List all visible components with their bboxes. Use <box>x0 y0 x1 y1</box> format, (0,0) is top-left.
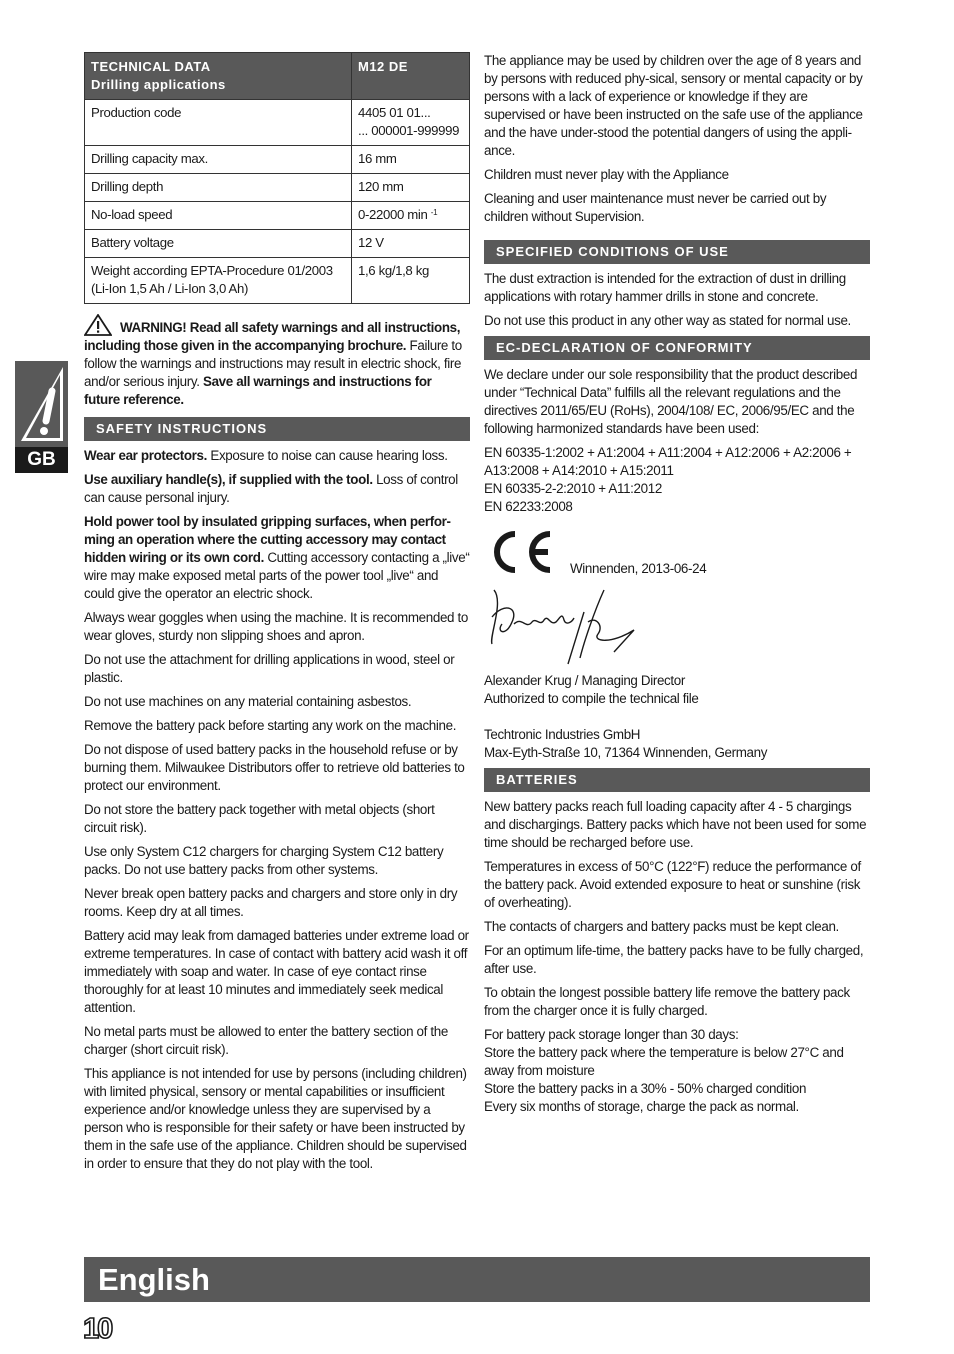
company-block <box>484 726 870 762</box>
standard-line: EN 62233:2008 <box>484 499 573 514</box>
table-row <box>85 174 470 202</box>
ce-mark-icon <box>488 530 552 574</box>
safety-paragraph: Remove the battery pack before starting any work on the machine. <box>84 718 457 733</box>
ce-row <box>484 522 870 578</box>
page-number: 10 <box>83 1313 112 1345</box>
safety-paragraph <box>84 513 470 603</box>
storage-line: Store the battery pack where the temperature is below 27°C and away from moisture <box>484 1045 844 1078</box>
safety-bold: Hold power tool by insulated gripping surfaces, when perfor-ming an operation where the cutting accessory may contact hidden wiring or its own cord. <box>84 514 451 565</box>
warning-tab-background <box>15 361 68 447</box>
conditions-paragraph: Do not use this product in any other way as stated for normal use. <box>484 313 851 328</box>
intro-paragraph: Cleaning and user maintenance must never be carried out by children without Supervision. <box>484 191 827 224</box>
signer-block <box>484 672 870 708</box>
signature <box>484 582 870 672</box>
battery-storage <box>484 1026 870 1116</box>
language-bar <box>84 1257 870 1302</box>
table-header-label <box>85 53 352 100</box>
header-line-1: TECHNICAL DATA <box>91 59 211 74</box>
row-value: 12 V <box>352 230 470 258</box>
safety-bold: Use auxiliary handle(s), if supplied with the tool. <box>84 472 373 487</box>
row-label: Drilling depth <box>85 174 352 202</box>
value-main: 0-22000 min <box>358 207 428 222</box>
value-line-1: 4405 01 01... <box>358 105 431 120</box>
table-row <box>85 258 470 304</box>
safety-paragraph: Do not use machines on any material containing asbestos. <box>84 694 412 709</box>
table-row <box>85 100 470 146</box>
battery-paragraph: The contacts of chargers and battery packs must be kept clean. <box>484 919 839 934</box>
warning-triangle-icon <box>84 314 112 336</box>
value-line-2: ... 000001-999999 <box>358 123 460 138</box>
safety-paragraph: Battery acid may leak from damaged batteries under extreme load or extreme temperatures. In case of contact with battery acid wash it off immediately with soap and water. In case of eye contact rinse thoroughly for at least 10 minutes and immediately seek medical attention. <box>84 928 469 1015</box>
section-heading-batteries: BATTERIES <box>484 768 870 792</box>
safety-text: Cutting accessory contacting a „live“ wire may make exposed metal parts of the power tool „live“ and could give the operator an electric shock. <box>84 550 470 601</box>
row-value: 16 mm <box>352 146 470 174</box>
table-row <box>85 202 470 230</box>
safety-paragraph: Never break open battery packs and chargers and store only in dry rooms. Keep dry at all times. <box>84 886 458 919</box>
place-date: Winnenden, 2013-06-24 <box>570 561 707 576</box>
safety-paragraph: Use only System C12 chargers for charging System C12 battery packs. Do not use battery packs from other systems. <box>84 844 444 877</box>
section-heading-conditions: SPECIFIED CONDITIONS OF USE <box>484 240 870 264</box>
left-column <box>84 52 470 1179</box>
safety-paragraph <box>84 471 470 507</box>
row-label: No-load speed <box>85 202 352 230</box>
signer-role: Authorized to compile the technical file <box>484 691 699 706</box>
warning-bold: WARNING! Read all safety warnings and all instructions, including those given in the accompanying brochure. <box>84 320 461 353</box>
section-heading-safety: SAFETY INSTRUCTIONS <box>84 417 470 441</box>
row-label <box>85 258 352 304</box>
table-header-model: M12 DE <box>352 53 470 100</box>
standard-line: EN 60335-1:2002 + A1:2004 + A11:2004 + A12:2006 + A2:2006 + A13:2008 + A14:2010 + A15:2011 <box>484 445 852 478</box>
table-row <box>85 230 470 258</box>
row-value <box>352 100 470 146</box>
storage-line: For battery pack storage longer than 30 days: <box>484 1027 739 1042</box>
right-column <box>484 52 870 1122</box>
row-value: 120 mm <box>352 174 470 202</box>
safety-paragraph: Always wear goggles when using the machine. It is recommended to wear gloves, sturdy non slipping shoes and apron. <box>84 610 468 643</box>
standard-line: EN 60335-2-2:2010 + A11:2012 <box>484 481 662 496</box>
intro-paragraph: The appliance may be used by children over the age of 8 years and by persons with reduced phy-sical, sensory or mental capacity or by persons with a lack of experience or knowledge if they are supervised or have been instructed on the safe use of the appliance and the have under-stood the potential dangers of using the appli-ance. <box>484 53 863 158</box>
language-title: English <box>98 1262 210 1297</box>
label-line-1: Weight according EPTA-Procedure 01/2003 <box>91 263 333 278</box>
signer-name: Alexander Krug / Managing Director <box>484 673 685 688</box>
row-label: Battery voltage <box>85 230 352 258</box>
section-heading-declaration: EC-DECLARATION OF CONFORMITY <box>484 336 870 360</box>
battery-paragraph: For an optimum life-time, the battery packs have to be fully charged, after use. <box>484 943 864 976</box>
row-value <box>352 202 470 230</box>
conditions-paragraph: The dust extraction is intended for the extraction of dust in drilling applications with rotary hammer drills in stone and concrete. <box>484 271 846 304</box>
language-tab <box>15 361 68 473</box>
table-header-row <box>85 53 470 100</box>
safety-paragraph <box>84 447 470 465</box>
row-label: Drilling capacity max. <box>85 146 352 174</box>
technical-data-table <box>84 52 470 304</box>
safety-paragraph: This appliance is not intended for use by persons (including children) with limited physical, sensory or mental capabilities or insufficient experience and/or knowledge unless they are supervised by a person who is responsible for their safety or have been instructed by them in the safe use of the appliance. Children should be supervised in order to ensure that they do not play with the tool. <box>84 1066 467 1171</box>
declaration-text: We declare under our sole responsibility that the product described under “Technical Data” fulfills all the relevant regulations and the directives 2011/65/EU (RoHs), 2004/108/ EC, 2006/95/EC and the following harmonized standards have been used: <box>484 367 858 436</box>
exclamation-icon <box>15 361 68 447</box>
row-value: 1,6 kg/1,8 kg <box>352 258 470 304</box>
company-name: Techtronic Industries GmbH <box>484 727 641 742</box>
warning-paragraph <box>84 314 470 409</box>
safety-bold: Wear ear protectors. <box>84 448 207 463</box>
storage-line: Every six months of storage, charge the pack as normal. <box>484 1099 799 1114</box>
row-label: Production code <box>85 100 352 146</box>
warning-text: Failure to follow the warnings and instructions may result in electric shock, fire and/or serious injury. <box>84 338 462 389</box>
safety-paragraph: Do not dispose of used battery packs in the household refuse or by burning them. Milwaukee Distributors offer to retrieve old batteries to protect our environment. <box>84 742 465 793</box>
intro-paragraph: Children must never play with the Appliance <box>484 167 729 182</box>
safety-paragraph: Do not use the attachment for drilling applications in wood, steel or plastic. <box>84 652 455 685</box>
battery-paragraph: To obtain the longest possible battery life remove the battery pack from the charger once it is fully charged. <box>484 985 850 1018</box>
battery-paragraph: New battery packs reach full loading capacity after 4 - 5 chargings and dischargings. Battery packs which have not been used for some time should be recharged before use. <box>484 799 867 850</box>
storage-line: Store the battery packs in a 30% - 50% charged condition <box>484 1081 807 1096</box>
language-tab-label: GB <box>15 447 68 473</box>
safety-text: Loss of control can cause personal injury. <box>84 472 458 505</box>
header-line-2: Drilling applications <box>91 77 226 92</box>
warning-bold-2: Save all warnings and instructions for future reference. <box>84 374 432 407</box>
safety-paragraph: Do not store the battery pack together with metal objects (short circuit risk). <box>84 802 435 835</box>
battery-paragraph: Temperatures in excess of 50°C (122°F) reduce the performance of the battery pack. Avoid extended exposure to heat or sunshine (risk of overheating). <box>484 859 861 910</box>
label-line-2: (Li-Ion 1,5 Ah / Li-Ion 3,0 Ah) <box>91 281 249 296</box>
declaration-standards <box>484 444 870 516</box>
table-row <box>85 146 470 174</box>
value-superscript: -1 <box>430 208 438 217</box>
signature-image <box>484 582 654 672</box>
safety-paragraph: No metal parts must be allowed to enter the battery section of the charger (short circuit risk). <box>84 1024 448 1057</box>
company-address: Max-Eyth-Straße 10, 71364 Winnenden, Germany <box>484 745 768 760</box>
safety-text: Exposure to noise can cause hearing loss. <box>207 448 448 463</box>
